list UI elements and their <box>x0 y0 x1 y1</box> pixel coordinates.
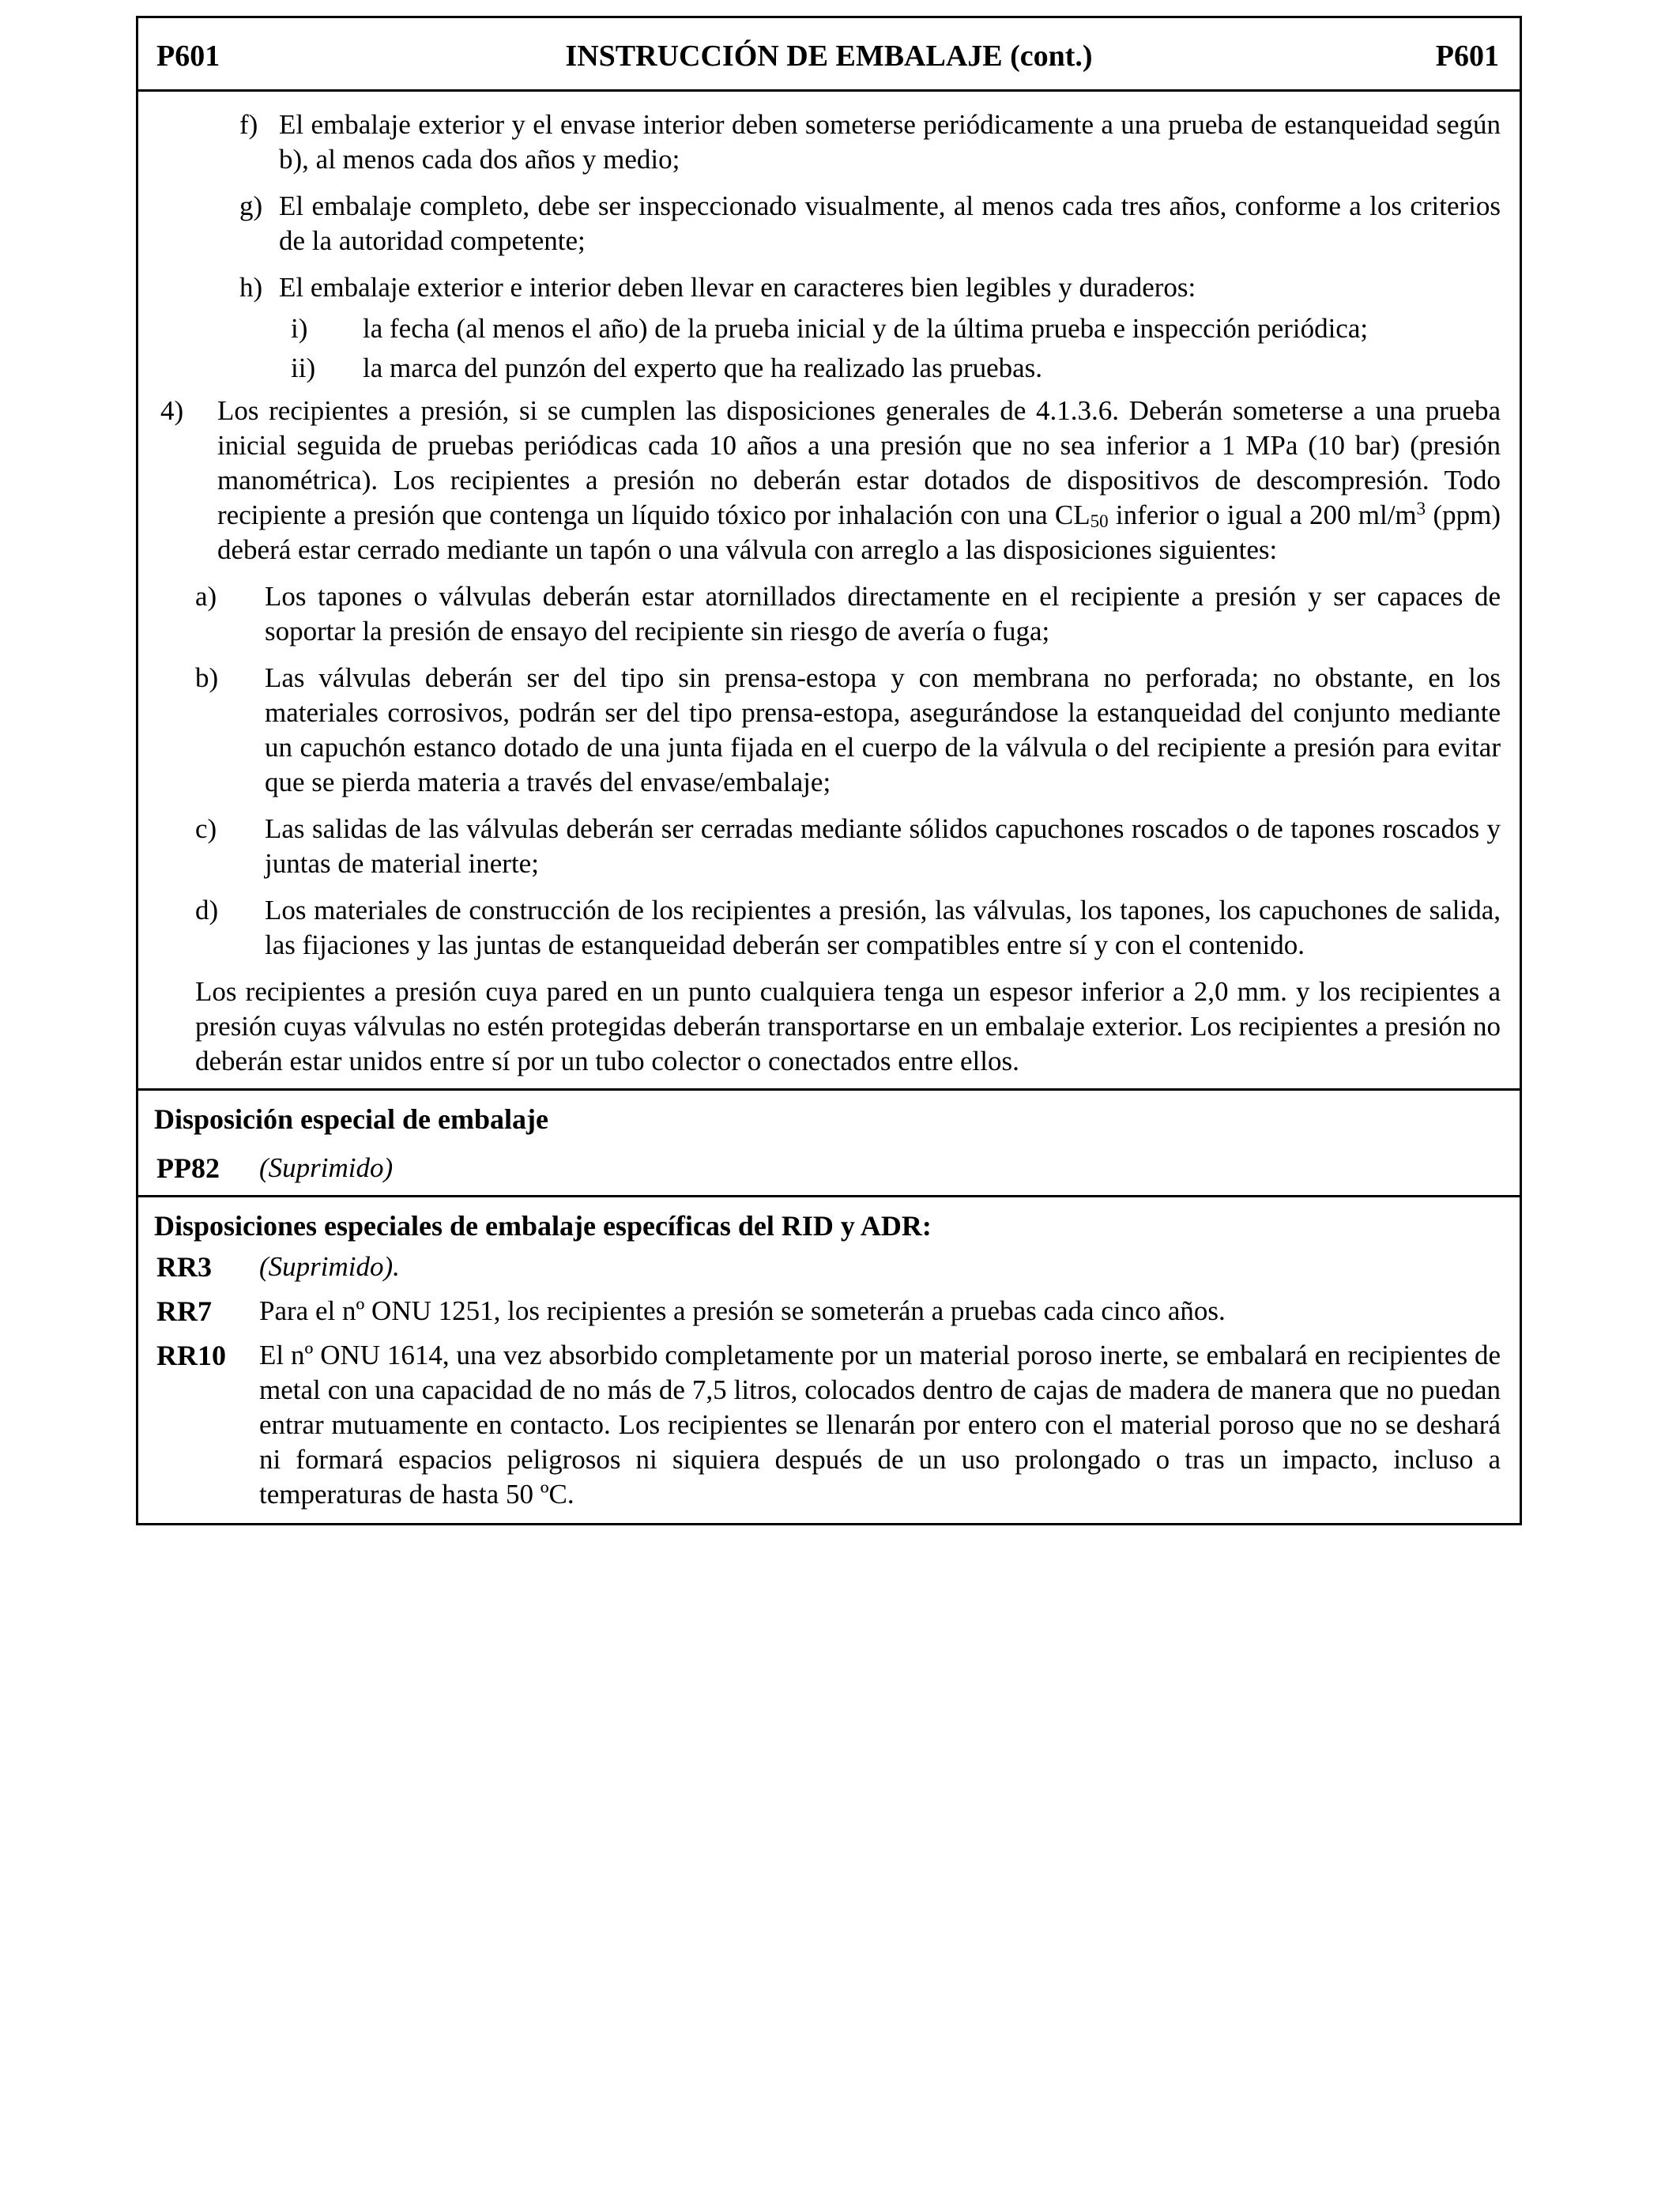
item-4-superscript: 3 <box>1416 499 1426 518</box>
provision-row-pp82 <box>154 1151 1501 1186</box>
provision-code: RR3 <box>156 1251 212 1283</box>
provision-row-rr10 <box>154 1338 1501 1512</box>
subitem-c <box>153 812 1501 881</box>
item-h-i <box>153 311 1501 346</box>
item-text: Las salidas de las válvulas deberán ser cerradas mediante sólidos capuchones roscados o de tapones roscados y juntas de material inerte; <box>265 813 1501 879</box>
item-label: d) <box>195 895 219 925</box>
item-label: g) <box>239 190 263 221</box>
rid-adr-section <box>138 1195 1520 1523</box>
packing-instruction-table <box>136 16 1522 1525</box>
item-4-text-part1: Los recipientes a presión, si se cumplen las disposiciones generales de 4.1.3.6. Deberán someterse a una prueba inicial seguida de pruebas periódicas cada 10 años a una presión que no sea inferior a 1 MPa (10 bar) (presión manométrica). Los recipientes a presión no deberán estar dotados de dispositivos de descompresión. Todo recipiente a presión que contenga un líquido tóxico por inhalación con una CL <box>217 395 1501 530</box>
subitem-a <box>153 579 1501 649</box>
item-text: la fecha (al menos el año) de la prueba inicial y de la última prueba e inspección periódica; <box>363 313 1369 344</box>
closing-paragraph: Los recipientes a presión cuya pared en un punto cualquiera tenga un espesor inferior a 2,0 mm. y los recipientes a presión cuyas válvulas no estén protegidas deberán transportarse en un embalaje exterior. Los recipientes a presión no deberán estar unidos entre sí por un tubo colector o conectados entre ellos. <box>195 976 1501 1076</box>
item-text: El embalaje exterior e interior deben llevar en caracteres bien legibles y duraderos: <box>279 272 1196 303</box>
instruction-body <box>138 92 1520 1088</box>
item-g <box>153 189 1501 258</box>
item-text: Las válvulas deberán ser del tipo sin prensa-estopa y con membrana no perforada; no obstante, en los materiales corrosivos, podrán ser del tipo prensa-estopa, asegurándose la estanqueidad del conjunto mediante un capuchón estanco dotado de una junta fijada en el cuerpo de la válvula o del recipiente a presión para evitar que se pierda materia a través del envase/embalaje; <box>265 662 1501 797</box>
instruction-code-left: P601 <box>156 40 220 73</box>
item-text: la marca del punzón del experto que ha realizado las pruebas. <box>363 352 1043 383</box>
provision-text: Para el nº ONU 1251, los recipientes a presión se someterán a pruebas cada cinco años. <box>259 1295 1226 1326</box>
table-header <box>138 18 1520 92</box>
instruction-title: INSTRUCCIÓN DE EMBALAJE (cont.) <box>565 40 1093 73</box>
subitem-d <box>153 893 1501 963</box>
item-label: 4) <box>160 395 184 426</box>
item-text <box>217 394 1501 567</box>
provision-row-rr3 <box>154 1250 1501 1284</box>
section-title: Disposiciones especiales de embalaje específicas del RID y ADR: <box>154 1210 932 1242</box>
item-text: Los tapones o válvulas deberán estar atornillados directamente en el recipiente a presión y ser capaces de soportar la presión de ensayo del recipiente sin riesgo de avería o fuga; <box>265 581 1501 647</box>
item-label: a) <box>195 581 217 612</box>
item-4-text-part2: inferior o igual a 200 ml/m <box>1108 499 1417 530</box>
subitem-b <box>153 661 1501 800</box>
instruction-code-right: P601 <box>1435 40 1499 73</box>
provision-code: RR10 <box>156 1340 226 1371</box>
provision-code: PP82 <box>156 1152 220 1184</box>
item-text: El embalaje exterior y el envase interior deben someterse periódicamente a una prueba de estanqueidad según b), al menos cada dos años y medio; <box>279 109 1501 175</box>
item-label: b) <box>195 662 219 693</box>
provision-text: El nº ONU 1614, una vez absorbido completamente por un material poroso inerte, se embalará en recipientes de metal con una capacidad de no más de 7,5 litros, colocados dentro de cajas de madera de manera que no puedan entrar mutuamente en contacto. Los recipientes se llenarán por entero con el material poroso que no se deshará ni formará espacios peligrosos ni siquiera después de un uso prolongado o tras un impacto, incluso a temperaturas de hasta 50 ºC. <box>259 1340 1501 1510</box>
item-4 <box>153 394 1501 567</box>
item-label: f) <box>239 109 258 140</box>
provision-code: RR7 <box>156 1295 212 1327</box>
provision-row-rr7 <box>154 1294 1501 1329</box>
item-f <box>153 107 1501 177</box>
item-4-subscript: 50 <box>1090 511 1109 531</box>
item-h-ii <box>153 351 1501 386</box>
item-label: i) <box>291 313 308 344</box>
provision-text: (Suprimido) <box>259 1152 394 1183</box>
item-h <box>153 270 1501 305</box>
item-label: h) <box>239 272 263 303</box>
item-text: El embalaje completo, debe ser inspeccionado visualmente, al menos cada tres años, conforme a los criterios de la autoridad competente; <box>279 190 1501 256</box>
item-label: c) <box>195 813 217 844</box>
item-label: ii) <box>291 352 316 383</box>
section-title: Disposición especial de embalaje <box>154 1103 548 1135</box>
item-4-text-part3: (ppm) deberá estar cerrado mediante un tapón o una válvula con arreglo a las disposiciones siguientes: <box>217 499 1501 565</box>
provision-text: (Suprimido). <box>259 1251 400 1282</box>
item-text: Los materiales de construcción de los recipientes a presión, las válvulas, los tapones, los capuchones de salida, las fijaciones y las juntas de estanqueidad deberán ser compatibles entre sí y con el contenido. <box>265 895 1501 960</box>
special-provision-section <box>138 1088 1520 1195</box>
